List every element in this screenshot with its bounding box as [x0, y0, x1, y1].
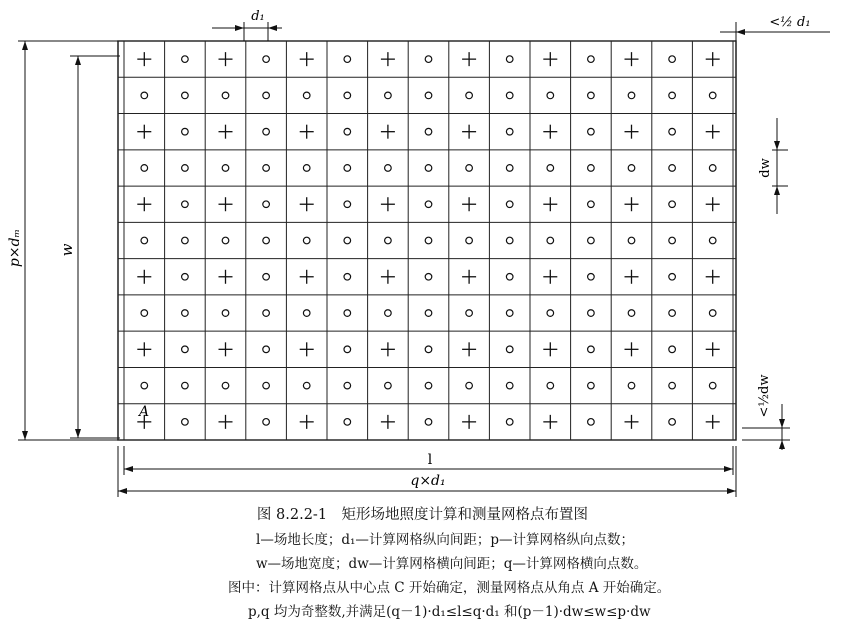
calculation-point-circle [182, 237, 189, 244]
calculation-point-circle [466, 382, 473, 389]
calculation-point-circle [588, 92, 595, 99]
measurement-point-plus [462, 197, 476, 211]
calculation-point-circle [425, 310, 432, 317]
calculation-point-circle [182, 419, 189, 426]
measurement-point-plus [381, 415, 395, 429]
calculation-point-circle [669, 165, 676, 172]
calculation-point-circle [628, 165, 635, 172]
measurement-point-plus [462, 52, 476, 66]
measurement-point-plus [300, 125, 314, 139]
calculation-point-circle [344, 273, 351, 280]
calculation-point-circle [669, 56, 676, 63]
calculation-point-circle [506, 92, 513, 99]
calculation-point-circle [466, 237, 473, 244]
calculation-point-circle [547, 92, 554, 99]
calculation-point-circle [344, 128, 351, 135]
calculation-point-circle [263, 273, 270, 280]
measurement-point-plus [300, 415, 314, 429]
calculation-point-circle [263, 419, 270, 426]
calculation-point-circle [263, 382, 270, 389]
calculation-point-circle [141, 165, 148, 172]
calculation-point-circle [303, 382, 310, 389]
calculation-point-circle [669, 201, 676, 208]
measurement-point-plus [381, 270, 395, 284]
calculation-point-circle [628, 310, 635, 317]
label-half-d1: <½ d₁ [769, 15, 811, 30]
grid-lines [118, 41, 736, 440]
calculation-point-circle [669, 419, 676, 426]
calculation-point-circle [669, 237, 676, 244]
calculation-point-circle [222, 382, 229, 389]
calculation-point-circle [303, 237, 310, 244]
label-l: l [427, 452, 433, 468]
calculation-point-circle [385, 382, 392, 389]
calculation-point-circle [709, 92, 716, 99]
calculation-point-circle [709, 165, 716, 172]
calculation-point-circle [628, 92, 635, 99]
calculation-point-circle [506, 419, 513, 426]
calculation-point-circle [466, 310, 473, 317]
measurement-point-plus [462, 415, 476, 429]
calculation-point-circle [182, 346, 189, 353]
calculation-point-circle [263, 237, 270, 244]
measurement-point-plus [625, 197, 639, 211]
label-dw: dw [758, 158, 773, 178]
calculation-point-circle [182, 56, 189, 63]
measurement-point-plus [625, 270, 639, 284]
grid-frame [118, 41, 736, 440]
calculation-point-circle [466, 165, 473, 172]
calculation-point-circle [263, 310, 270, 317]
calculation-point-circle [344, 201, 351, 208]
measurement-point-plus [381, 52, 395, 66]
calculation-point-circle [588, 128, 595, 135]
calculation-point-circle [263, 128, 270, 135]
measurement-point-plus [706, 270, 720, 284]
calculation-point-circle [222, 310, 229, 317]
measurement-point-plus [625, 52, 639, 66]
calculation-point-circle [263, 201, 270, 208]
calculation-point-circle [182, 382, 189, 389]
calculation-point-circle [344, 382, 351, 389]
calculation-point-circle [506, 273, 513, 280]
calculation-point-circle [669, 128, 676, 135]
measurement-point-plus [219, 342, 233, 356]
calculation-point-circle [385, 310, 392, 317]
calculation-point-circle [344, 310, 351, 317]
measurement-point-plus [625, 415, 639, 429]
calculation-point-circle [344, 92, 351, 99]
measurement-point-plus [462, 342, 476, 356]
arrowheads [22, 25, 785, 494]
label-w: w [58, 243, 76, 257]
label-d1: d₁ [251, 9, 265, 24]
calculation-point-circle [141, 92, 148, 99]
calculation-point-circle [506, 382, 513, 389]
calculation-point-circle [263, 92, 270, 99]
measurement-point-plus [706, 125, 720, 139]
calculation-point-circle [182, 92, 189, 99]
calculation-point-circle [344, 419, 351, 426]
calculation-point-circle [425, 346, 432, 353]
measurement-point-plus [543, 270, 557, 284]
measurement-point-plus [543, 415, 557, 429]
calculation-point-circle [141, 310, 148, 317]
calculation-point-circle [425, 56, 432, 63]
calculation-point-circle [182, 273, 189, 280]
measurement-point-plus [219, 270, 233, 284]
calculation-point-circle [547, 310, 554, 317]
measurement-point-plus [625, 342, 639, 356]
calculation-point-circle [547, 165, 554, 172]
calculation-point-circle [425, 382, 432, 389]
calculation-point-circle [588, 382, 595, 389]
calculation-point-circle [669, 382, 676, 389]
calculation-point-circle [588, 56, 595, 63]
calculation-point-circle [506, 310, 513, 317]
calculation-point-circle [303, 310, 310, 317]
calculation-point-circle [547, 237, 554, 244]
measurement-point-plus [381, 125, 395, 139]
calculation-point-circle [263, 346, 270, 353]
calculation-point-circle [506, 128, 513, 135]
measurement-point-plus [137, 270, 151, 284]
calculation-point-circle [182, 165, 189, 172]
measurement-point-plus [462, 125, 476, 139]
measurement-point-plus [706, 52, 720, 66]
calculation-point-circle [669, 273, 676, 280]
calculation-point-circle [669, 346, 676, 353]
label-p-dw: p×dₘ [7, 228, 23, 268]
calculation-point-circle [506, 346, 513, 353]
measurement-point-plus [300, 197, 314, 211]
calculation-point-circle [628, 237, 635, 244]
measurement-point-plus [300, 270, 314, 284]
calculation-point-circle [425, 165, 432, 172]
calculation-point-circle [506, 201, 513, 208]
figure-caption-title: 图 8.2.2-1 矩形场地照度计算和测量网格点布置图 [256, 507, 589, 523]
calculation-point-circle [344, 56, 351, 63]
measurement-point-plus [137, 52, 151, 66]
caption-legend-line-2: w—场地宽度；dw—计算网格横向间距；q—计算网格横向点数。 [256, 556, 648, 572]
calculation-point-circle [303, 92, 310, 99]
calculation-point-circle [506, 237, 513, 244]
calculation-point-circle [588, 310, 595, 317]
calculation-point-circle [141, 382, 148, 389]
caption-note-line-4: p,q 均为奇整数,并满足(q－1)·d₁≤l≤q·d₁ 和(p－1)·dw≤w≤p·dw [248, 604, 651, 620]
calculation-point-circle [709, 237, 716, 244]
measurement-point-plus [706, 342, 720, 356]
measurement-point-plus [219, 197, 233, 211]
label-half-dw: <½dw [757, 374, 772, 418]
measurement-point-plus [300, 342, 314, 356]
calculation-point-circle [385, 237, 392, 244]
measurement-point-plus [543, 125, 557, 139]
measurement-point-plus [219, 52, 233, 66]
calculation-point-circle [425, 128, 432, 135]
calculation-point-circle [141, 237, 148, 244]
calculation-point-circle [669, 92, 676, 99]
calculation-point-circle [222, 237, 229, 244]
calculation-point-circle [182, 201, 189, 208]
calculation-point-circle [588, 237, 595, 244]
calculation-point-circle [344, 237, 351, 244]
caption-note-line-3: 图中：计算网格点从中心点 C 开始确定，测量网格点从角点 A 开始确定。 [228, 580, 671, 596]
measurement-point-plus [625, 125, 639, 139]
measurement-point-plus [706, 197, 720, 211]
calculation-point-circle [303, 165, 310, 172]
calculation-point-circle [628, 382, 635, 389]
calculation-point-circle [425, 92, 432, 99]
calculation-point-circle [222, 165, 229, 172]
calculation-point-circle [709, 382, 716, 389]
calculation-point-circle [669, 310, 676, 317]
measurement-point-plus [219, 415, 233, 429]
label-q-d1: q×d₁ [410, 473, 446, 489]
label-corner-a: A [138, 404, 150, 420]
calculation-point-circle [263, 56, 270, 63]
calculation-point-circle [344, 346, 351, 353]
measurement-point-plus [137, 197, 151, 211]
measurement-point-plus [543, 197, 557, 211]
calculation-point-circle [425, 237, 432, 244]
calculation-point-circle [506, 165, 513, 172]
measurement-point-plus [137, 342, 151, 356]
calculation-point-circle [466, 92, 473, 99]
calculation-point-circle [385, 165, 392, 172]
calculation-point-circle [385, 92, 392, 99]
calculation-point-circle [506, 56, 513, 63]
calculation-point-circle [588, 273, 595, 280]
measurement-point-plus [137, 125, 151, 139]
calculation-point-circle [588, 201, 595, 208]
calculation-point-circle [547, 382, 554, 389]
measurement-point-plus [706, 415, 720, 429]
calculation-point-circle [588, 419, 595, 426]
calculation-point-circle [222, 92, 229, 99]
measurement-point-plus [543, 52, 557, 66]
calculation-point-circle [588, 165, 595, 172]
dimension-lines [18, 22, 830, 497]
measurement-point-plus [462, 270, 476, 284]
calculation-point-circle [425, 201, 432, 208]
calculation-point-circle [709, 310, 716, 317]
calculation-point-circle [263, 165, 270, 172]
measurement-point-plus [300, 52, 314, 66]
measurement-point-plus [381, 197, 395, 211]
grid-cells [137, 52, 719, 429]
calculation-point-circle [182, 310, 189, 317]
measurement-point-plus [543, 342, 557, 356]
calculation-point-circle [182, 128, 189, 135]
caption-legend-line-1: l—场地长度；d₁—计算网格纵向间距；p—计算网格纵向点数； [256, 532, 635, 548]
calculation-point-circle [425, 273, 432, 280]
calculation-point-circle [344, 165, 351, 172]
measurement-point-plus [219, 125, 233, 139]
calculation-point-circle [588, 346, 595, 353]
calculation-point-circle [425, 419, 432, 426]
measurement-point-plus [381, 342, 395, 356]
